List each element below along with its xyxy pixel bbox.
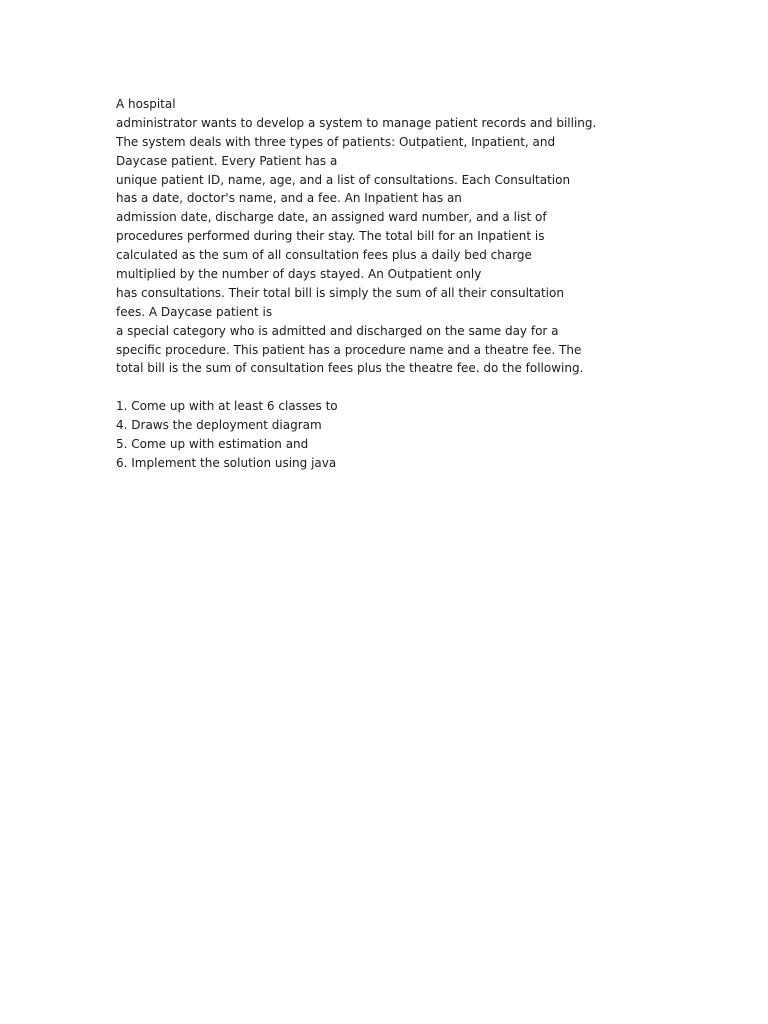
- paragraph-line: calculated as the sum of all consultation fees plus a daily bed charge: [116, 248, 532, 263]
- task-item: 5. Come up with estimation and: [116, 437, 309, 452]
- paragraph-line: has a date, doctor's name, and a fee. An Inpatient has an: [116, 191, 462, 206]
- blank-line: [116, 378, 676, 397]
- paragraph-line: admission date, discharge date, an assigned ward number, and a list of: [116, 210, 547, 225]
- paragraph-line: Daycase patient. Every Patient has a: [116, 153, 338, 168]
- paragraph-line: total bill is the sum of consultation fees plus the theatre fee. do the following.: [116, 361, 584, 376]
- task-item: 1. Come up with at least 6 classes to: [116, 399, 338, 414]
- paragraph-line: has consultations. Their total bill is simply the sum of all their consultation: [116, 285, 564, 300]
- paragraph-line: multiplied by the number of days stayed. An Outpatient only: [116, 267, 482, 282]
- paragraph-line: fees. A Daycase patient is: [116, 304, 273, 319]
- paragraph-line: The system deals with three types of patients: Outpatient, Inpatient, and: [116, 134, 556, 149]
- paragraph-line: specific procedure. This patient has a procedure name and a theatre fee. The: [116, 342, 582, 357]
- paragraph-line: a special category who is admitted and discharged on the same day for a: [116, 323, 559, 338]
- task-list: [116, 397, 676, 473]
- paragraph-line: administrator wants to develop a system to manage patient records and billing.: [116, 115, 597, 130]
- paragraph-line: unique patient ID, name, age, and a list of consultations. Each Consultation: [116, 172, 571, 187]
- paragraph-line: A hospital: [116, 97, 176, 111]
- task-item: 4. Draws the deployment diagram: [116, 418, 322, 433]
- problem-statement: [116, 95, 676, 378]
- document-body: [116, 95, 676, 473]
- paragraph-line: procedures performed during their stay. The total bill for an Inpatient is: [116, 229, 545, 244]
- task-item: 6. Implement the solution using java: [116, 455, 337, 470]
